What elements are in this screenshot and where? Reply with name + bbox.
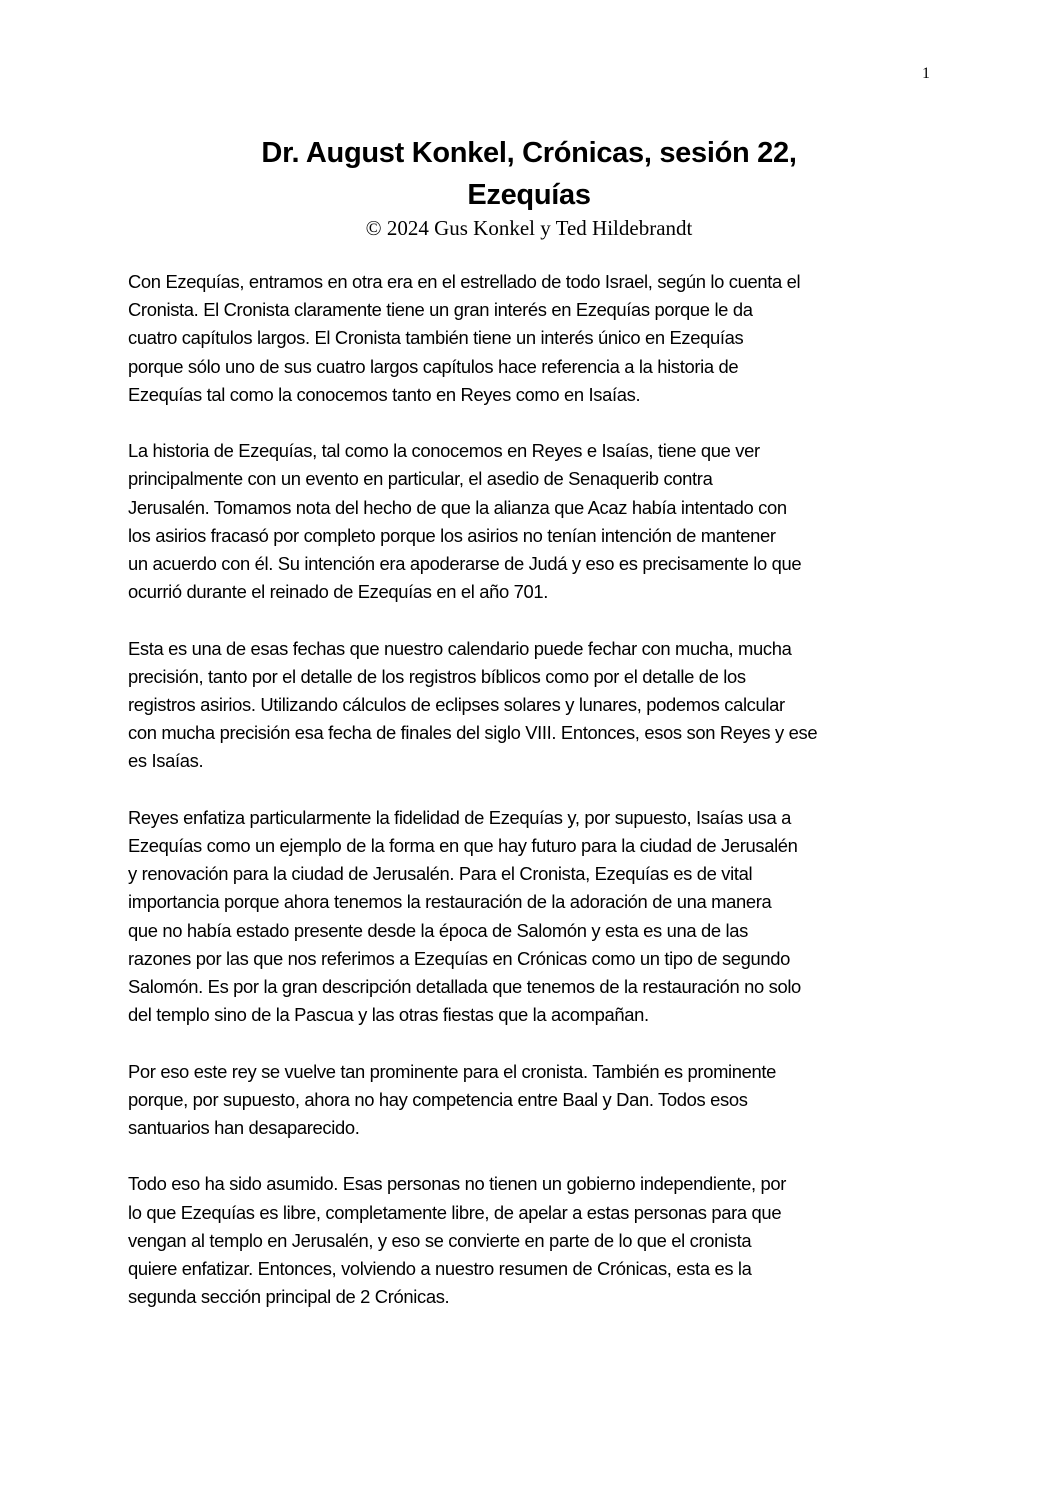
text-line: principalmente con un evento en particular, el asedio de Senaquerib contra — [128, 468, 713, 490]
text-line: Ezequías tal como la conocemos tanto en Reyes como en Isaías. — [128, 383, 641, 405]
text-line: quiere enfatizar. Entonces, volviendo a nuestro resumen de Crónicas, esta es la — [128, 1258, 752, 1280]
text-line: ocurrió durante el reinado de Ezequías en el año 701. — [128, 581, 549, 603]
text-line: un acuerdo con él. Su intención era apoderarse de Judá y eso es precisamente lo que — [128, 553, 802, 575]
text-line: lo que Ezequías es libre, completamente libre, de apelar a estas personas para que — [128, 1201, 782, 1223]
text-line: Cronista. El Cronista claramente tiene un gran interés en Ezequías porque le da — [128, 299, 753, 321]
text-line: precisión, tanto por el detalle de los registros bíblicos como por el detalle de los — [128, 665, 746, 687]
document-body — [128, 268, 938, 1340]
text-line: del templo sino de la Pascua y las otras fiestas que la acompañan. — [128, 1004, 649, 1026]
text-line: porque, por supuesto, ahora no hay competencia entre Baal y Dan. Todos esos — [128, 1088, 748, 1110]
text-line: Todo eso ha sido asumido. Esas personas no tienen un gobierno independiente, por — [128, 1173, 787, 1195]
document-title-line: Dr. August Konkel, Crónicas, sesión 22, — [261, 137, 797, 169]
text-line: que no había estado presente desde la época de Salomón y esta es una de las — [128, 919, 748, 941]
text-line: es Isaías. — [128, 750, 204, 772]
copyright-notice: © 2024 Gus Konkel y Ted Hildebrandt — [365, 216, 693, 240]
text-line: y renovación para la ciudad de Jerusalén. Para el Cronista, Ezequías es de vital — [128, 863, 753, 885]
text-line: Por eso este rey se vuelve tan prominente para el cronista. También es prominente — [128, 1060, 777, 1082]
paragraph — [128, 268, 938, 409]
paragraph — [128, 804, 938, 1030]
text-line: Jerusalén. Tomamos nota del hecho de que la alianza que Acaz había intentado con — [128, 496, 787, 518]
text-line: Ezequías como un ejemplo de la forma en que hay futuro para la ciudad de Jerusalén — [128, 835, 798, 857]
text-line: importancia porque ahora tenemos la restauración de la adoración de una manera — [128, 891, 772, 913]
paragraph — [128, 1170, 938, 1311]
paragraph — [128, 635, 938, 776]
text-line: cuatro capítulos largos. El Cronista también tiene un interés único en Ezequías — [128, 327, 744, 349]
text-line: porque sólo uno de sus cuatro largos capítulos hace referencia a la historia de — [128, 355, 739, 377]
text-line: Esta es una de esas fechas que nuestro calendario puede fechar con mucha, mucha — [128, 637, 792, 659]
text-line: Con Ezequías, entramos en otra era en el estrellado de todo Israel, según lo cuenta el — [128, 271, 801, 292]
text-line: vengan al templo en Jerusalén, y eso se convierte en parte de lo que el cronista — [128, 1229, 752, 1251]
text-line: registros asirios. Utilizando cálculos de eclipses solares y lunares, podemos calcular — [128, 694, 785, 716]
text-line: razones por las que nos referimos a Ezequías en Crónicas como un tipo de segundo — [128, 947, 791, 969]
paragraph — [128, 437, 938, 606]
text-line: los asirios fracasó por completo porque los asirios no tenían intención de mantener — [128, 524, 776, 546]
text-line: santuarios han desaparecido. — [128, 1117, 360, 1139]
text-line: La historia de Ezequías, tal como la conocemos en Reyes e Isaías, tiene que ver — [128, 440, 760, 462]
document-title-line: Ezequías — [467, 179, 591, 211]
text-line: Reyes enfatiza particularmente la fidelidad de Ezequías y, por supuesto, Isaías usa a — [128, 806, 792, 828]
text-line: Salomón. Es por la gran descripción detallada que tenemos de la restauración no solo — [128, 976, 801, 998]
text-line: segunda sección principal de 2 Crónicas. — [128, 1286, 450, 1308]
page-number: 1 — [922, 65, 930, 82]
title-block — [0, 132, 1058, 242]
text-line: con mucha precisión esa fecha de finales del siglo VIII. Entonces, esos son Reyes y ese — [128, 722, 818, 744]
paragraph — [128, 1058, 938, 1143]
